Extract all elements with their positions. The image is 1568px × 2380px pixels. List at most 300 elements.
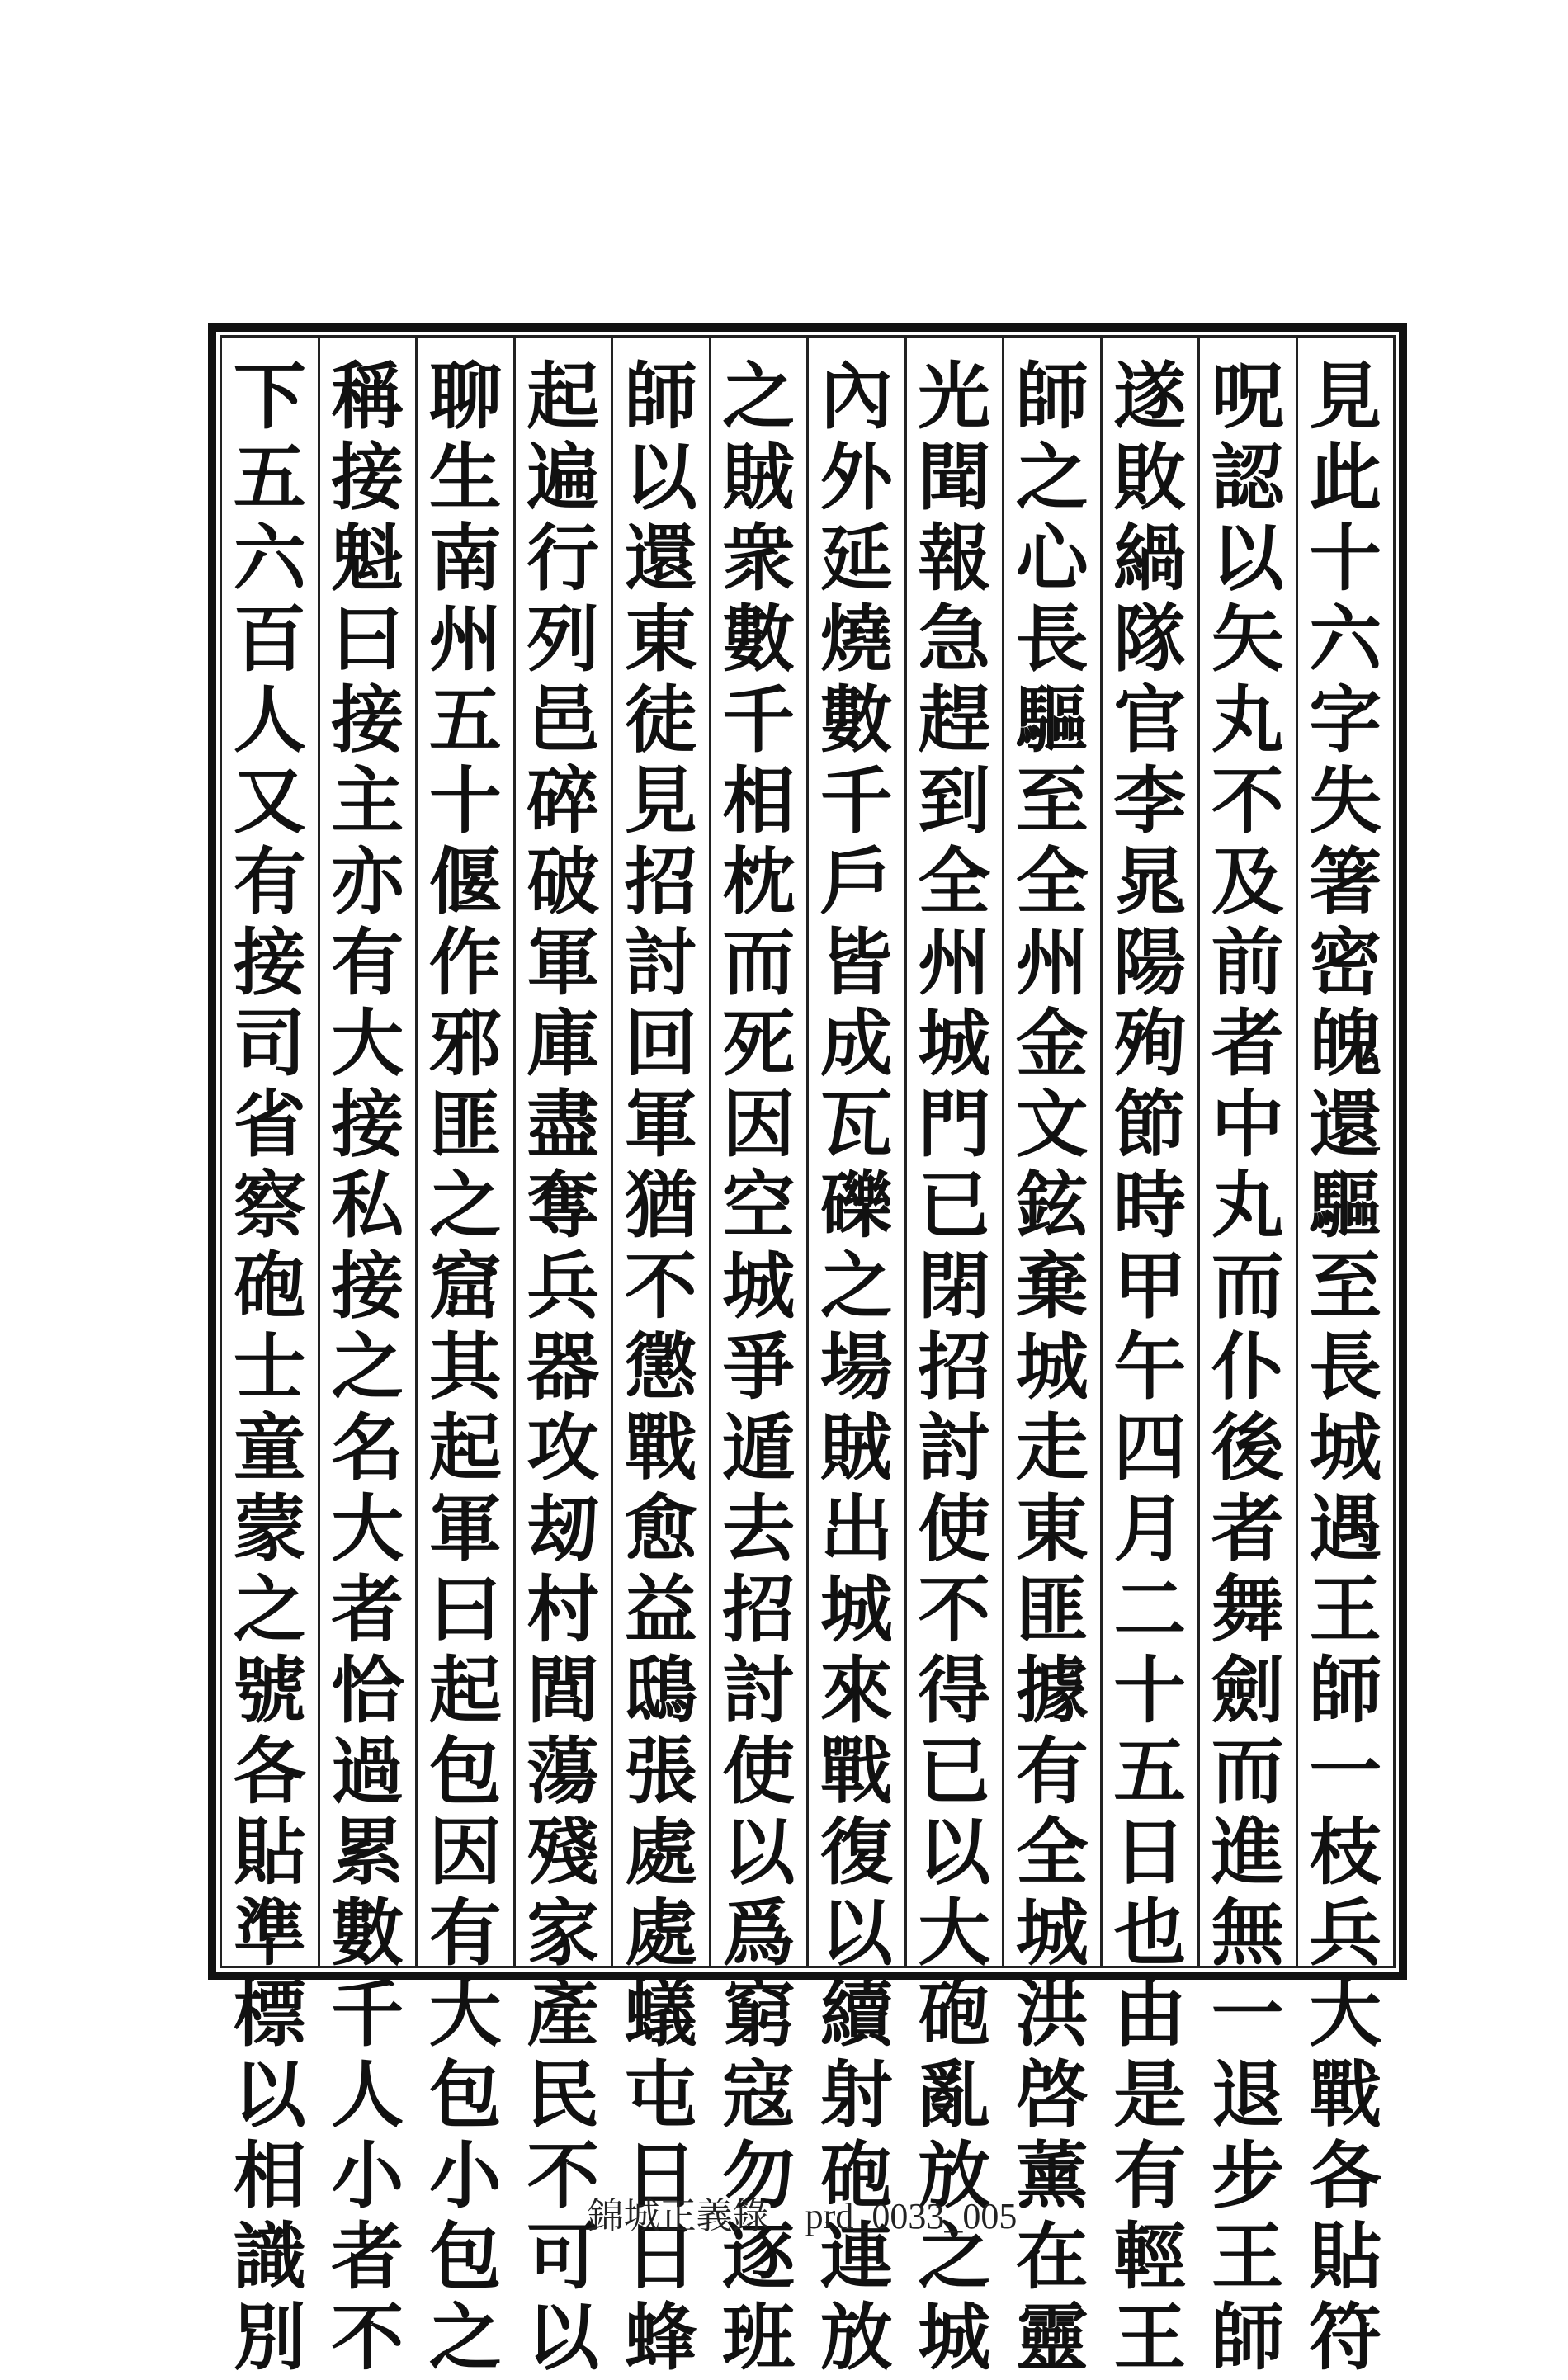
text-character: 數 <box>331 1890 404 1976</box>
text-character: 還 <box>1309 1081 1382 1167</box>
text-character: 驅 <box>1309 1162 1382 1248</box>
text-character: 有 <box>331 919 404 1005</box>
text-character: 回 <box>624 1000 697 1086</box>
text-character: 爲 <box>722 1890 796 1976</box>
text-character: 陽 <box>1113 919 1187 1005</box>
text-character: 司 <box>233 1000 306 1086</box>
text-character: 仆 <box>1211 1324 1284 1410</box>
text-character: 到 <box>918 758 991 843</box>
text-character: 之 <box>331 1324 404 1410</box>
text-character: 小 <box>428 2132 502 2218</box>
text-character: 名 <box>331 1405 404 1490</box>
text-character: 討 <box>722 1647 796 1733</box>
text-character: 洪 <box>1015 1971 1089 2057</box>
text-character: 據 <box>1015 1647 1089 1733</box>
text-column-4 <box>1002 338 1100 2380</box>
text-character: 者 <box>1211 1485 1284 1571</box>
text-character: 各 <box>1309 2132 1382 2218</box>
text-character: 晁 <box>1113 838 1187 924</box>
text-character: 愈 <box>624 1485 697 1571</box>
text-character: 兵 <box>1309 1890 1382 1976</box>
text-character: 來 <box>819 1647 893 1733</box>
text-character: 節 <box>1113 1081 1187 1167</box>
text-character: 啓 <box>1015 2052 1089 2137</box>
text-character: 連 <box>819 2213 893 2299</box>
text-character: 產 <box>527 1971 600 2057</box>
text-character: 放 <box>819 2294 893 2380</box>
text-character: 千 <box>819 758 893 843</box>
text-character: 標 <box>233 1971 306 2057</box>
text-character: 作 <box>428 919 502 1005</box>
text-character: 之 <box>428 1162 502 1248</box>
text-character: 起 <box>428 1405 502 1490</box>
text-character: 因 <box>722 1081 796 1167</box>
text-character: 接 <box>233 919 306 1005</box>
text-character: 報 <box>918 515 991 601</box>
text-character: 有 <box>1113 2132 1187 2218</box>
text-character: 不 <box>527 2132 600 2218</box>
text-character: 生 <box>428 434 502 520</box>
text-character: 而 <box>722 919 796 1005</box>
text-character: 州 <box>1015 919 1089 1005</box>
text-character: 二 <box>1113 1566 1187 1652</box>
text-character: 可 <box>527 2213 600 2299</box>
text-character: 士 <box>233 1324 306 1410</box>
text-character: 礫 <box>819 1162 893 1248</box>
text-character: 進 <box>1211 1809 1284 1895</box>
text-character: 城 <box>918 2294 991 2380</box>
text-character: 文 <box>1015 1081 1089 1167</box>
text-column-6 <box>806 338 904 2380</box>
text-character: 五 <box>233 434 306 520</box>
text-column-10 <box>415 338 513 2380</box>
text-character: 急 <box>918 596 991 682</box>
text-character: 之 <box>918 2213 991 2299</box>
text-character: 之 <box>233 1566 306 1652</box>
text-character: 接 <box>331 1243 404 1329</box>
text-character: 王 <box>1309 1566 1382 1652</box>
text-character: 以 <box>819 1890 893 1976</box>
text-character: 蕩 <box>527 1728 600 1814</box>
text-character: 鉉 <box>1015 1162 1089 1248</box>
text-character: 已 <box>918 1728 991 1814</box>
text-character: 心 <box>1015 515 1089 601</box>
text-character: 又 <box>233 758 306 843</box>
text-character: 以 <box>624 434 697 520</box>
text-character: 皆 <box>819 919 893 1005</box>
text-character: 各 <box>233 1728 306 1814</box>
text-character: 民 <box>527 2052 600 2137</box>
text-character: 主 <box>331 758 404 843</box>
text-character: 至 <box>1015 758 1089 843</box>
text-character: 數 <box>722 596 796 682</box>
text-character: 趕 <box>918 677 991 763</box>
text-character: 六 <box>1309 596 1382 682</box>
text-character: 一 <box>1309 1728 1382 1814</box>
text-character: 丸 <box>1211 677 1284 763</box>
text-character: 閭 <box>527 1647 600 1733</box>
text-character: 過 <box>331 1728 404 1814</box>
text-character: 砲 <box>918 1971 991 2057</box>
text-character: 燒 <box>819 596 893 682</box>
text-character: 魄 <box>1309 1000 1382 1086</box>
text-character: 之 <box>722 353 796 439</box>
text-column-2 <box>1197 338 1296 2380</box>
text-character: 延 <box>819 515 893 601</box>
text-character: 百 <box>233 596 306 682</box>
text-character: 刼 <box>527 1485 600 1571</box>
text-character: 內 <box>819 353 893 439</box>
text-character: 大 <box>331 1000 404 1086</box>
text-character: 聊 <box>428 353 502 439</box>
text-character: 亦 <box>331 838 404 924</box>
text-character: 賊 <box>819 1405 893 1490</box>
text-character: 輕 <box>1113 2213 1187 2299</box>
text-character: 矢 <box>1211 596 1284 682</box>
text-character: 亂 <box>918 2052 991 2137</box>
text-character: 後 <box>1211 1405 1284 1490</box>
text-character: 師 <box>1309 1647 1382 1733</box>
text-character: 城 <box>1015 1324 1089 1410</box>
text-character: 遁 <box>722 1405 796 1490</box>
text-character: 東 <box>1015 1485 1089 1571</box>
text-character: 城 <box>1015 1890 1089 1976</box>
text-character: 長 <box>1309 1324 1382 1410</box>
text-character: 不 <box>331 2294 404 2380</box>
text-character: 使 <box>918 1485 991 1571</box>
text-character: 師 <box>624 353 697 439</box>
text-character: 千 <box>331 1971 404 2057</box>
text-character: 外 <box>819 434 893 520</box>
text-character: 者 <box>331 2213 404 2299</box>
text-character: 敗 <box>1113 434 1187 520</box>
text-character: 丸 <box>1211 1162 1284 1248</box>
text-character: 靈 <box>1015 2294 1089 2380</box>
text-character: 察 <box>233 1162 306 1248</box>
text-character: 起 <box>527 353 600 439</box>
text-character: 十 <box>1113 1647 1187 1733</box>
text-character: 城 <box>1309 1405 1382 1490</box>
text-character: 起 <box>428 1647 502 1733</box>
text-character: 處 <box>624 1890 697 1976</box>
text-character: 月 <box>1113 1485 1187 1571</box>
text-character: 也 <box>1113 1890 1187 1976</box>
text-character: 曰 <box>428 1566 502 1652</box>
text-character: 曰 <box>331 596 404 682</box>
text-character: 州 <box>918 919 991 1005</box>
text-character: 箸 <box>1309 838 1382 924</box>
text-character: 行 <box>527 515 600 601</box>
text-character: 在 <box>1015 2213 1089 2299</box>
text-character: 字 <box>1309 677 1382 763</box>
text-character: 全 <box>918 838 991 924</box>
text-character: 及 <box>1211 838 1284 924</box>
text-character: 失 <box>1309 758 1382 843</box>
text-character: 省 <box>233 1081 306 1167</box>
text-character: 列 <box>527 596 600 682</box>
text-character: 不 <box>624 1243 697 1329</box>
text-character: 猶 <box>624 1162 697 1248</box>
text-character: 之 <box>819 1243 893 1329</box>
text-character: 復 <box>819 1809 893 1895</box>
text-character: 舞 <box>1211 1566 1284 1652</box>
book-title: 錦城正義錄 <box>587 2196 769 2236</box>
text-character: 匪 <box>1015 1566 1089 1652</box>
text-character: 城 <box>819 1566 893 1652</box>
text-character: 招 <box>722 1566 796 1652</box>
text-character: 去 <box>722 1485 796 1571</box>
text-character: 小 <box>331 2132 404 2218</box>
text-character: 中 <box>1211 1081 1284 1167</box>
text-character: 而 <box>1211 1728 1284 1814</box>
text-character: 之 <box>1015 434 1089 520</box>
text-character: 勿 <box>722 2132 796 2218</box>
text-character: 聞 <box>918 434 991 520</box>
text-character: 閉 <box>918 1243 991 1329</box>
text-character: 戶 <box>819 838 893 924</box>
text-character: 以 <box>233 2052 306 2137</box>
text-column-7 <box>709 338 807 2380</box>
text-character: 認 <box>1211 434 1284 520</box>
text-character: 蜂 <box>624 2294 697 2380</box>
text-character: 數 <box>819 677 893 763</box>
text-column-1 <box>1296 338 1394 2380</box>
text-character: 瓦 <box>819 1081 893 1167</box>
text-character: 大 <box>1309 1971 1382 2057</box>
text-character: 而 <box>1211 1243 1284 1329</box>
text-character: 窟 <box>428 1243 502 1329</box>
text-character: 邪 <box>428 1000 502 1086</box>
text-character: 戰 <box>624 1405 697 1490</box>
text-character: 以 <box>1211 515 1284 601</box>
text-character: 貼 <box>1309 2213 1382 2299</box>
text-character: 師 <box>1015 353 1089 439</box>
text-character: 其 <box>428 1324 502 1410</box>
text-character: 包 <box>428 2213 502 2299</box>
text-character: 棄 <box>1015 1243 1089 1329</box>
text-character: 千 <box>722 677 796 763</box>
text-character: 破 <box>527 838 600 924</box>
text-character: 相 <box>233 2132 306 2218</box>
text-character: 全 <box>1015 1809 1089 1895</box>
text-character: 十 <box>1309 515 1382 601</box>
text-character: 衆 <box>722 515 796 601</box>
text-character: 窮 <box>722 1971 796 2057</box>
text-character: 日 <box>624 2213 697 2299</box>
text-character: 庫 <box>527 1000 600 1086</box>
text-character: 攻 <box>527 1405 600 1490</box>
text-character: 隊 <box>1113 596 1187 682</box>
text-character: 此 <box>1309 434 1382 520</box>
text-character: 前 <box>1211 919 1284 1005</box>
text-character: 日 <box>1113 1809 1187 1895</box>
text-character: 鴟 <box>624 1647 697 1733</box>
text-character: 有 <box>428 1890 502 1976</box>
text-character: 師 <box>1211 2294 1284 2380</box>
text-character: 四 <box>1113 1405 1187 1490</box>
text-character: 十 <box>428 758 502 843</box>
text-character: 賊 <box>722 434 796 520</box>
text-character: 以 <box>918 1809 991 1895</box>
text-character: 放 <box>918 2132 991 2218</box>
text-character: 成 <box>819 1000 893 1086</box>
text-character: 討 <box>918 1405 991 1490</box>
text-character: 枕 <box>722 838 796 924</box>
text-character: 累 <box>331 1809 404 1895</box>
text-character: 遍 <box>527 434 600 520</box>
text-character: 討 <box>624 919 697 1005</box>
text-character: 兵 <box>527 1243 600 1329</box>
text-character: 私 <box>331 1162 404 1248</box>
text-column-12 <box>222 338 318 2380</box>
text-character: 砲 <box>819 2132 893 2218</box>
text-character: 全 <box>1015 838 1089 924</box>
text-character: 號 <box>233 1647 306 1733</box>
text-character: 城 <box>722 1243 796 1329</box>
text-column-9 <box>513 338 612 2380</box>
text-character: 別 <box>233 2294 306 2380</box>
text-character: 魁 <box>331 515 404 601</box>
text-character: 下 <box>233 353 306 439</box>
text-character: 接 <box>331 1081 404 1167</box>
text-character: 因 <box>428 1809 502 1895</box>
text-character: 密 <box>1309 919 1382 1005</box>
text-character: 遇 <box>1309 1485 1382 1571</box>
text-character: 識 <box>233 2213 306 2299</box>
text-character: 張 <box>624 1728 697 1814</box>
text-character: 有 <box>1015 1728 1089 1814</box>
text-character: 包 <box>428 2052 502 2137</box>
text-character: 王 <box>1113 2294 1187 2380</box>
text-character: 蒙 <box>233 1485 306 1571</box>
text-character: 相 <box>722 758 796 843</box>
text-character: 見 <box>624 758 697 843</box>
text-character: 處 <box>624 1809 697 1895</box>
text-character: 寇 <box>722 2052 796 2137</box>
text-character: 招 <box>918 1324 991 1410</box>
text-character: 出 <box>819 1485 893 1571</box>
text-character: 城 <box>918 1000 991 1086</box>
text-character: 由 <box>1113 1971 1187 2057</box>
text-character: 偃 <box>428 838 502 924</box>
text-character: 蟻 <box>624 1971 697 2057</box>
text-character: 是 <box>1113 2052 1187 2137</box>
text-character: 家 <box>527 1890 600 1976</box>
text-character: 人 <box>233 677 306 763</box>
text-character: 器 <box>527 1324 600 1410</box>
text-character: 南 <box>428 515 502 601</box>
text-character: 薰 <box>1015 2132 1089 2218</box>
text-character: 續 <box>819 1971 893 2057</box>
text-character: 州 <box>428 596 502 682</box>
text-character: 招 <box>624 838 697 924</box>
text-character: 遂 <box>1113 353 1187 439</box>
text-character: 匪 <box>428 1081 502 1167</box>
text-character: 軍 <box>527 919 600 1005</box>
text-character: 接 <box>331 677 404 763</box>
text-character: 接 <box>331 434 404 520</box>
text-character: 退 <box>1211 2052 1284 2137</box>
text-character: 恰 <box>331 1647 404 1733</box>
text-column-3 <box>1100 338 1198 2380</box>
text-character: 貼 <box>233 1809 306 1895</box>
text-character: 呪 <box>1211 353 1284 439</box>
text-character: 包 <box>428 1728 502 1814</box>
text-character: 無 <box>1211 1890 1284 1976</box>
text-character: 六 <box>233 515 306 601</box>
text-character: 準 <box>233 1890 306 1976</box>
text-character: 之 <box>428 2294 502 2380</box>
text-character: 還 <box>624 515 697 601</box>
text-character: 劍 <box>1211 1647 1284 1733</box>
text-character: 人 <box>331 2052 404 2137</box>
text-character: 軍 <box>624 1081 697 1167</box>
text-character: 日 <box>624 2132 697 2218</box>
text-character: 稱 <box>331 353 404 439</box>
text-character: 戰 <box>1309 2052 1382 2137</box>
text-column-11 <box>318 338 416 2380</box>
text-character: 金 <box>1015 1000 1089 1086</box>
text-character: 射 <box>819 2052 893 2137</box>
text-character: 戰 <box>819 1728 893 1814</box>
text-character: 有 <box>233 838 306 924</box>
text-character: 走 <box>1015 1405 1089 1490</box>
text-character: 懲 <box>624 1324 697 1410</box>
page-identifier: prd_0033_005 <box>805 2196 1018 2236</box>
text-character: 一 <box>1211 1971 1284 2057</box>
text-character: 奪 <box>527 1162 600 1248</box>
text-character: 者 <box>331 1566 404 1652</box>
text-character: 砲 <box>233 1243 306 1329</box>
text-character: 官 <box>1113 677 1187 763</box>
text-character: 已 <box>918 1162 991 1248</box>
text-character: 門 <box>918 1081 991 1167</box>
text-character: 得 <box>918 1647 991 1733</box>
text-character: 五 <box>1113 1728 1187 1814</box>
text-character: 殉 <box>1113 1000 1187 1086</box>
text-character: 殘 <box>527 1809 600 1895</box>
text-character: 逐 <box>722 2213 796 2299</box>
text-character: 枝 <box>1309 1809 1382 1895</box>
text-character: 驅 <box>1015 677 1089 763</box>
text-character: 死 <box>722 1000 796 1086</box>
text-character: 見 <box>1309 353 1382 439</box>
page-caption <box>0 2144 1568 2281</box>
text-character: 緺 <box>1113 515 1187 601</box>
text-character: 不 <box>1211 758 1284 843</box>
text-character: 碎 <box>527 758 600 843</box>
text-character: 東 <box>624 596 697 682</box>
text-character: 村 <box>527 1566 600 1652</box>
text-character: 童 <box>233 1405 306 1490</box>
text-character: 益 <box>624 1566 697 1652</box>
text-character: 不 <box>918 1566 991 1652</box>
text-character: 王 <box>1211 2213 1284 2299</box>
text-character: 大 <box>918 1890 991 1976</box>
text-character: 五 <box>428 677 502 763</box>
text-character: 時 <box>1113 1162 1187 1248</box>
text-character: 符 <box>1309 2294 1382 2380</box>
text-character: 邑 <box>527 677 600 763</box>
text-character: 軍 <box>428 1485 502 1571</box>
text-character: 步 <box>1211 2132 1284 2218</box>
text-character: 屯 <box>624 2052 697 2137</box>
text-character: 空 <box>722 1162 796 1248</box>
text-character: 盡 <box>527 1081 600 1167</box>
text-character: 使 <box>722 1728 796 1814</box>
text-character: 光 <box>918 353 991 439</box>
text-character: 大 <box>428 1971 502 2057</box>
